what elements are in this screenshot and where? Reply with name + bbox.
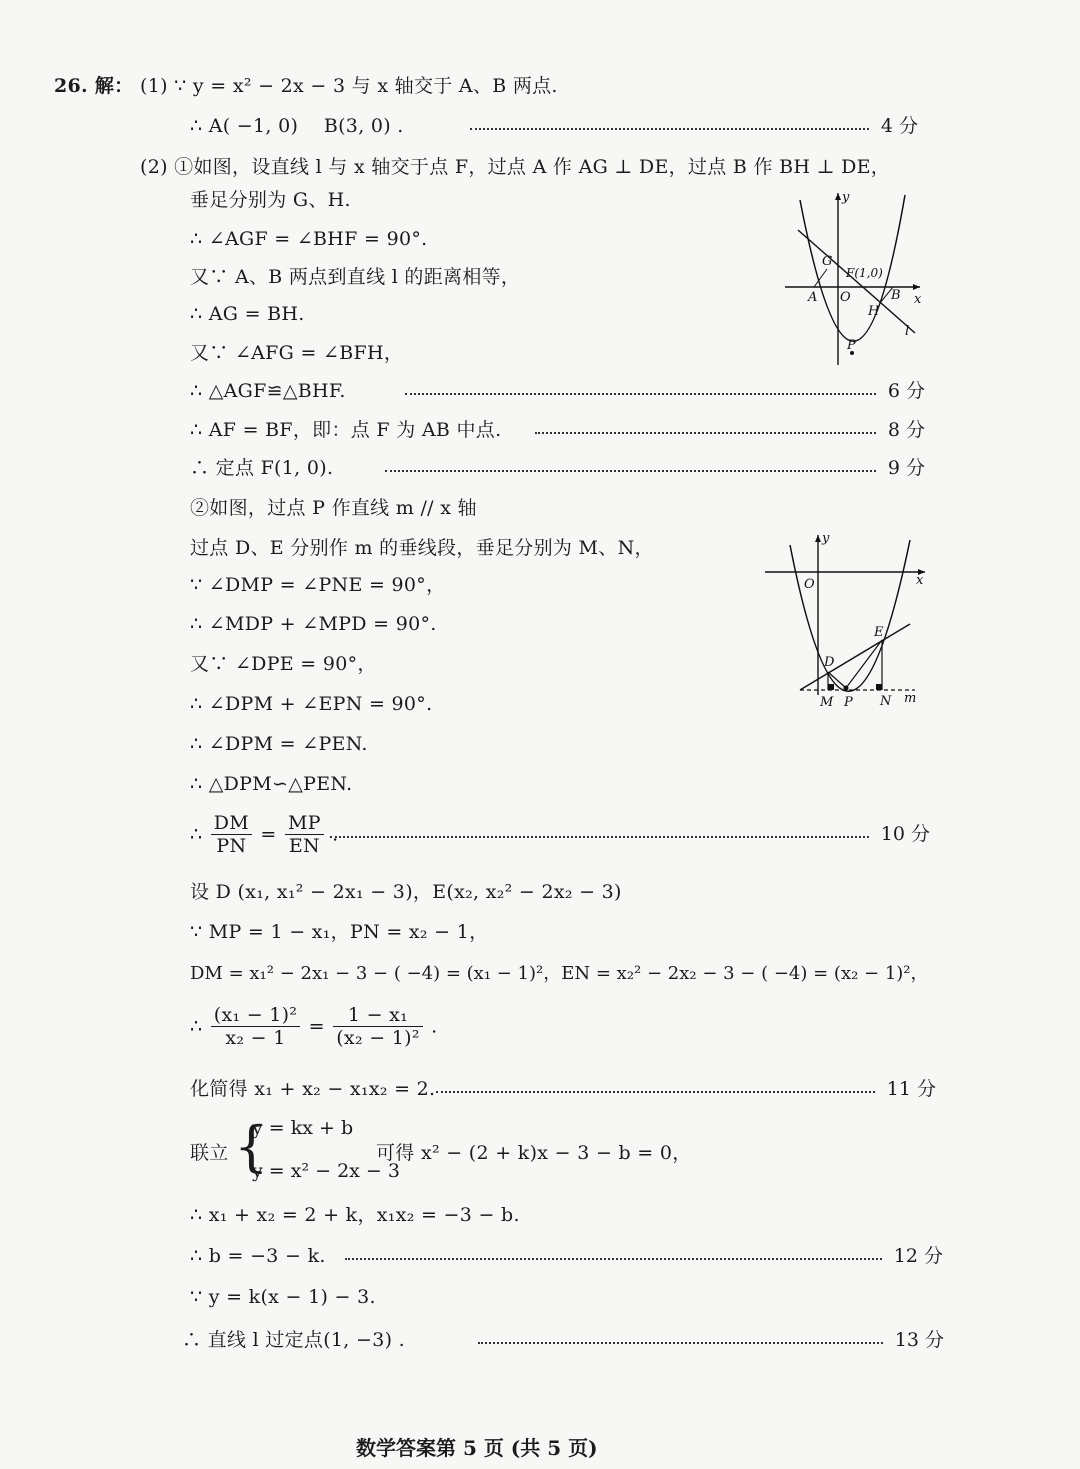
fig1-label-a: A <box>808 290 818 305</box>
numerator: (x₁ − 1)² <box>211 1004 301 1027</box>
system-result: 可得 x² − (2 + k)x − 3 − b = 0， <box>376 1142 692 1164</box>
system-eq-2: y = x² − 2x − 3 <box>252 1160 400 1182</box>
part2a-line1: (2) ①如图，设直线 l 与 x 轴交于点 F，过点 A 作 AG ⊥ DE，过点 B 作 BH ⊥ DE， <box>140 156 891 178</box>
fig2-label-n: N <box>880 694 892 709</box>
fig2-label-o: O <box>804 577 815 592</box>
y-arrow <box>815 535 821 542</box>
fraction-left <box>211 1004 301 1049</box>
fig1-label-h: H <box>868 304 880 319</box>
line-l <box>798 230 915 333</box>
dot-leader <box>385 470 876 472</box>
denominator: PN <box>216 835 247 857</box>
part2b-line1: ②如图，过点 P 作直线 m // x 轴 <box>190 497 477 519</box>
score-8: 8 分 <box>887 419 925 441</box>
score-13: 13 分 <box>894 1329 944 1351</box>
part2a-line6: 又∵ ∠AFG = ∠BFH， <box>190 342 404 364</box>
fraction-mp-en <box>285 812 324 857</box>
fig1-label-y: y <box>842 190 850 205</box>
x-arrow <box>913 284 920 290</box>
right-angle-m <box>828 684 834 690</box>
y-arrow <box>835 193 841 200</box>
simultaneous-label: 联立 <box>190 1142 229 1164</box>
part2a-line8: ∴ AF = BF，即：点 F 为 AB 中点. <box>190 419 502 441</box>
denominator: (x₂ − 1)² <box>336 1027 420 1049</box>
score-line-6 <box>405 379 925 403</box>
score-line-10 <box>330 822 930 846</box>
line-l <box>800 624 910 690</box>
part2a-line4: 又∵ A、B 两点到直线 l 的距离相等， <box>190 266 521 288</box>
part2b-line18: ∵ y = k(x − 1) − 3. <box>190 1286 376 1308</box>
part2a-line9: ∴ 定点 F(1, 0). <box>190 457 334 479</box>
fig2-label-y: y <box>822 531 830 546</box>
dot-leader <box>478 1342 883 1344</box>
part2a-line2: 垂足分别为 G、H. <box>190 189 351 211</box>
score-12: 12 分 <box>893 1245 943 1267</box>
fig1-label-g: G <box>822 254 833 269</box>
fig1-label-l: l <box>905 324 910 339</box>
period: . <box>431 1015 438 1038</box>
score-line-9 <box>385 456 925 480</box>
denominator: EN <box>288 835 320 857</box>
part1-line1: (1) ∵ y = x² − 2x − 3 与 x 轴交于 A、B 两点. <box>140 75 558 97</box>
fig2-label-m-point: M <box>820 695 834 710</box>
score-line-8 <box>535 418 925 442</box>
part2b-line2: 过点 D、E 分别作 m 的垂线段，垂足分别为 M、N， <box>190 537 654 559</box>
score-line-13 <box>478 1328 944 1352</box>
score-line-12 <box>345 1244 943 1268</box>
part2b-line3: ∵ ∠DMP = ∠PNE = 90°， <box>190 574 446 596</box>
part2b-line19: ∴ 直线 l 过定点(1, −3) . <box>182 1329 405 1351</box>
fig1-label-b: B <box>891 288 901 303</box>
dot-leader <box>535 432 876 434</box>
part2b-line17: ∴ b = −3 − k. <box>190 1245 326 1267</box>
question-number: 26. 解： <box>54 75 134 97</box>
part2b-line16: ∴ x₁ + x₂ = 2 + k，x₁x₂ = −3 − b. <box>190 1204 520 1226</box>
part2b-line6: ∴ ∠DPM + ∠EPN = 90°. <box>190 693 433 715</box>
equals-sign: = <box>308 1015 325 1038</box>
part2a-line7: ∴ △AGF≌△BHF. <box>190 380 346 402</box>
score-line-11 <box>436 1077 936 1101</box>
part2b-line8: ∴ △DPM∽△PEN. <box>190 773 353 795</box>
part2b-line11: ∵ MP = 1 − x₁，PN = x₂ − 1， <box>190 921 489 943</box>
fraction-right <box>333 1004 423 1049</box>
fig2-label-e: E <box>874 625 884 640</box>
figure-1-parabola-line <box>780 185 930 370</box>
part2a-line5: ∴ AG = BH. <box>190 303 305 325</box>
fraction-dm-pn <box>211 812 252 857</box>
dot-leader <box>470 128 869 130</box>
fig1-label-o: O <box>840 290 851 305</box>
ratio-equation <box>190 812 338 857</box>
simplify-fraction-equation <box>190 1004 437 1049</box>
dot-leader <box>405 393 876 395</box>
therefore-symbol: ∴ <box>190 1015 203 1038</box>
fig1-label-p: P <box>847 338 856 353</box>
page-footer: 数学答案第 5 页 (共 5 页) <box>356 1436 598 1460</box>
part2b-line4: ∴ ∠MDP + ∠MPD = 90°. <box>190 613 437 635</box>
part2b-line5: 又∵ ∠DPE = 90°， <box>190 653 377 675</box>
part2b-line14: 化简得 x₁ + x₂ − x₁x₂ = 2. <box>190 1078 436 1100</box>
dot-leader <box>330 836 869 838</box>
part2b-line10: 设 D (x₁, x₁² − 2x₁ − 3)，E(x₂, x₂² − 2x₂ − 3) <box>190 881 622 903</box>
denominator: x₂ − 1 <box>225 1027 286 1049</box>
period: . <box>332 823 339 846</box>
parabola <box>790 540 910 691</box>
part2b-line12: DM = x₁² − 2x₁ − 3 − ( −4) = (x₁ − 1)²，EN = x₂² − 2x₂ − 3 − ( −4) = (x₂ − 1)²， <box>190 963 929 984</box>
score-9: 9 分 <box>887 457 925 479</box>
fig2-label-d: D <box>824 655 835 670</box>
score-6: 6 分 <box>887 380 925 402</box>
right-angle-n <box>876 684 882 690</box>
fig2-label-m-line: m <box>904 691 917 706</box>
numerator: DM <box>211 812 252 835</box>
part2b-line7: ∴ ∠DPM = ∠PEN. <box>190 733 368 755</box>
equals-sign: = <box>260 823 277 846</box>
part1-line2: ∴ A( −1, 0) B(3, 0) . <box>190 115 404 137</box>
part2a-line3: ∴ ∠AGF = ∠BHF = 90°. <box>190 228 428 250</box>
figure-2-parabola-similar-triangles <box>760 530 930 715</box>
point-p <box>844 686 849 691</box>
score-11: 11 分 <box>886 1078 936 1100</box>
score-line-4 <box>470 114 918 138</box>
therefore-symbol: ∴ <box>190 823 203 846</box>
fig1-label-x: x <box>914 292 922 307</box>
fig2-label-p: P <box>844 695 853 710</box>
system-eq-1: y = kx + b <box>252 1117 354 1139</box>
fig1-label-f: F(1,0) <box>846 266 883 280</box>
numerator: 1 − x₁ <box>333 1004 423 1027</box>
left-brace: { <box>234 1115 269 1178</box>
fig2-label-x: x <box>916 573 924 588</box>
score-4: 4 分 <box>880 115 918 137</box>
numerator: MP <box>285 812 324 835</box>
score-10: 10 分 <box>880 823 930 845</box>
dot-leader <box>345 1258 882 1260</box>
dot-leader <box>436 1091 875 1093</box>
